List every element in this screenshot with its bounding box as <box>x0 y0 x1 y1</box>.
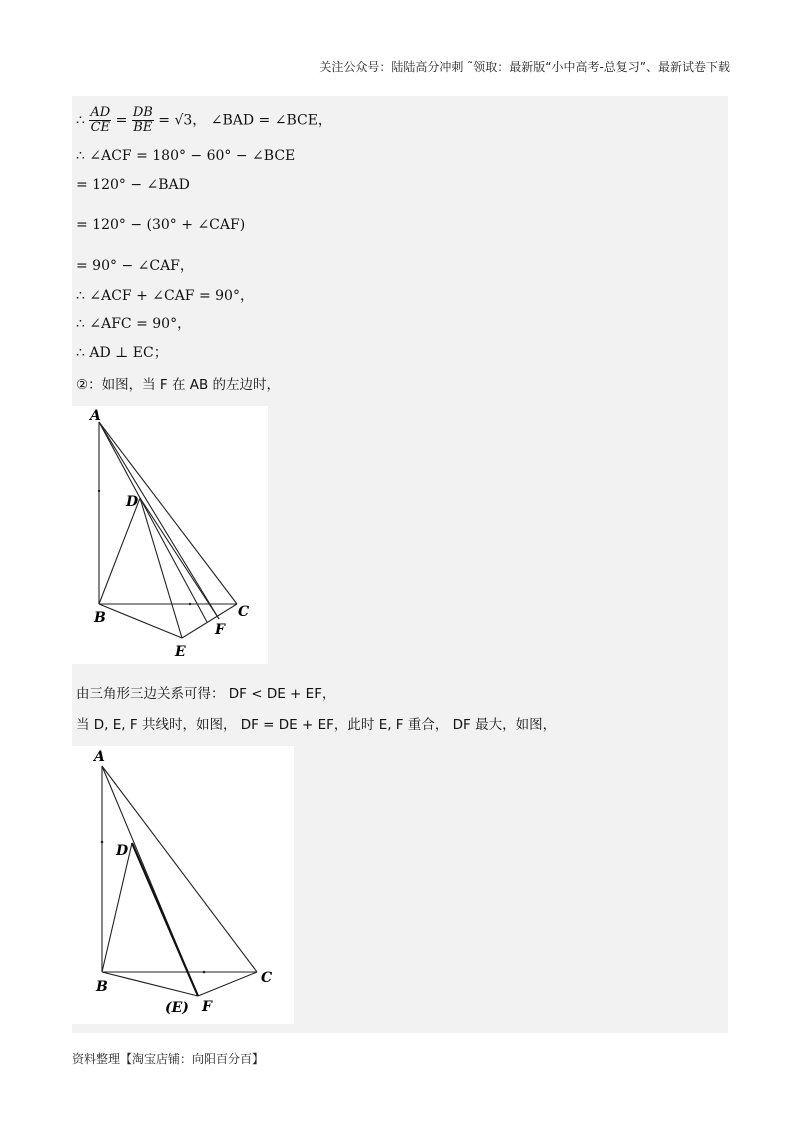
proof-line-3: = 120° − ∠BAD <box>76 177 190 193</box>
geometry-figure-2 <box>72 746 294 1024</box>
proof-line-1: ∴ $\frac{AD}{CE}$ = $\frac{DB}{BE}$ = √3， ∠BAD = ∠BCE， <box>76 105 332 135</box>
label-c: C <box>238 604 250 620</box>
label-c: C <box>261 970 273 986</box>
page-header: 关注公众号：陆陆高分冲刺 ˜领取：最新版“小中高考-总复习”、最新试卷下载 <box>319 60 730 74</box>
proof-line-4: = 120° − (30° + ∠CAF) <box>76 217 246 233</box>
proof-line-8: ∴ AD ⊥ EC； <box>76 345 168 361</box>
label-d: D <box>116 843 129 859</box>
figure-2-svg <box>72 746 294 1024</box>
label-d: D <box>126 494 139 510</box>
label-b: B <box>96 979 108 995</box>
label-f: F <box>215 622 225 638</box>
proof-line-7: ∴ ∠AFC = 90°， <box>76 316 192 332</box>
label-e: E <box>175 644 186 660</box>
text2-line-1: 由三角形三边关系可得： DF < DE + EF， <box>76 686 336 702</box>
proof-line-2: ∴ ∠ACF = 180° − 60° − ∠BCE <box>76 148 296 164</box>
label-e: (E) <box>165 1000 189 1016</box>
therefore-symbol: ∴ <box>76 112 85 129</box>
fraction-ad-ce: $\frac{AD}{CE}$ <box>90 105 111 135</box>
label-a: A <box>90 408 101 424</box>
proof-line-5: = 90° − ∠CAF， <box>76 258 194 274</box>
proof-line-1-rest: = √3， ∠BAD = ∠BCE， <box>158 112 332 129</box>
page-footer: 资料整理【淘宝店铺：向阳百分百】 <box>72 1052 265 1066</box>
text2-line-2: 当 D, E, F 共线时，如图， DF = DE + EF，此时 E, F 重合， DF 最大，如图， <box>76 717 557 733</box>
figure-1-svg <box>72 406 268 664</box>
proof-line-9: ②：如图，当 F 在 AB 的左边时， <box>76 377 281 393</box>
geometry-figure-1 <box>72 406 268 664</box>
label-f: F <box>202 999 212 1015</box>
proof-line-6: ∴ ∠ACF + ∠CAF = 90°， <box>76 288 254 304</box>
label-b: B <box>94 610 106 626</box>
label-a: A <box>94 749 105 765</box>
content-area <box>72 96 728 1033</box>
fraction-db-be: $\frac{DB}{BE}$ <box>132 105 153 135</box>
